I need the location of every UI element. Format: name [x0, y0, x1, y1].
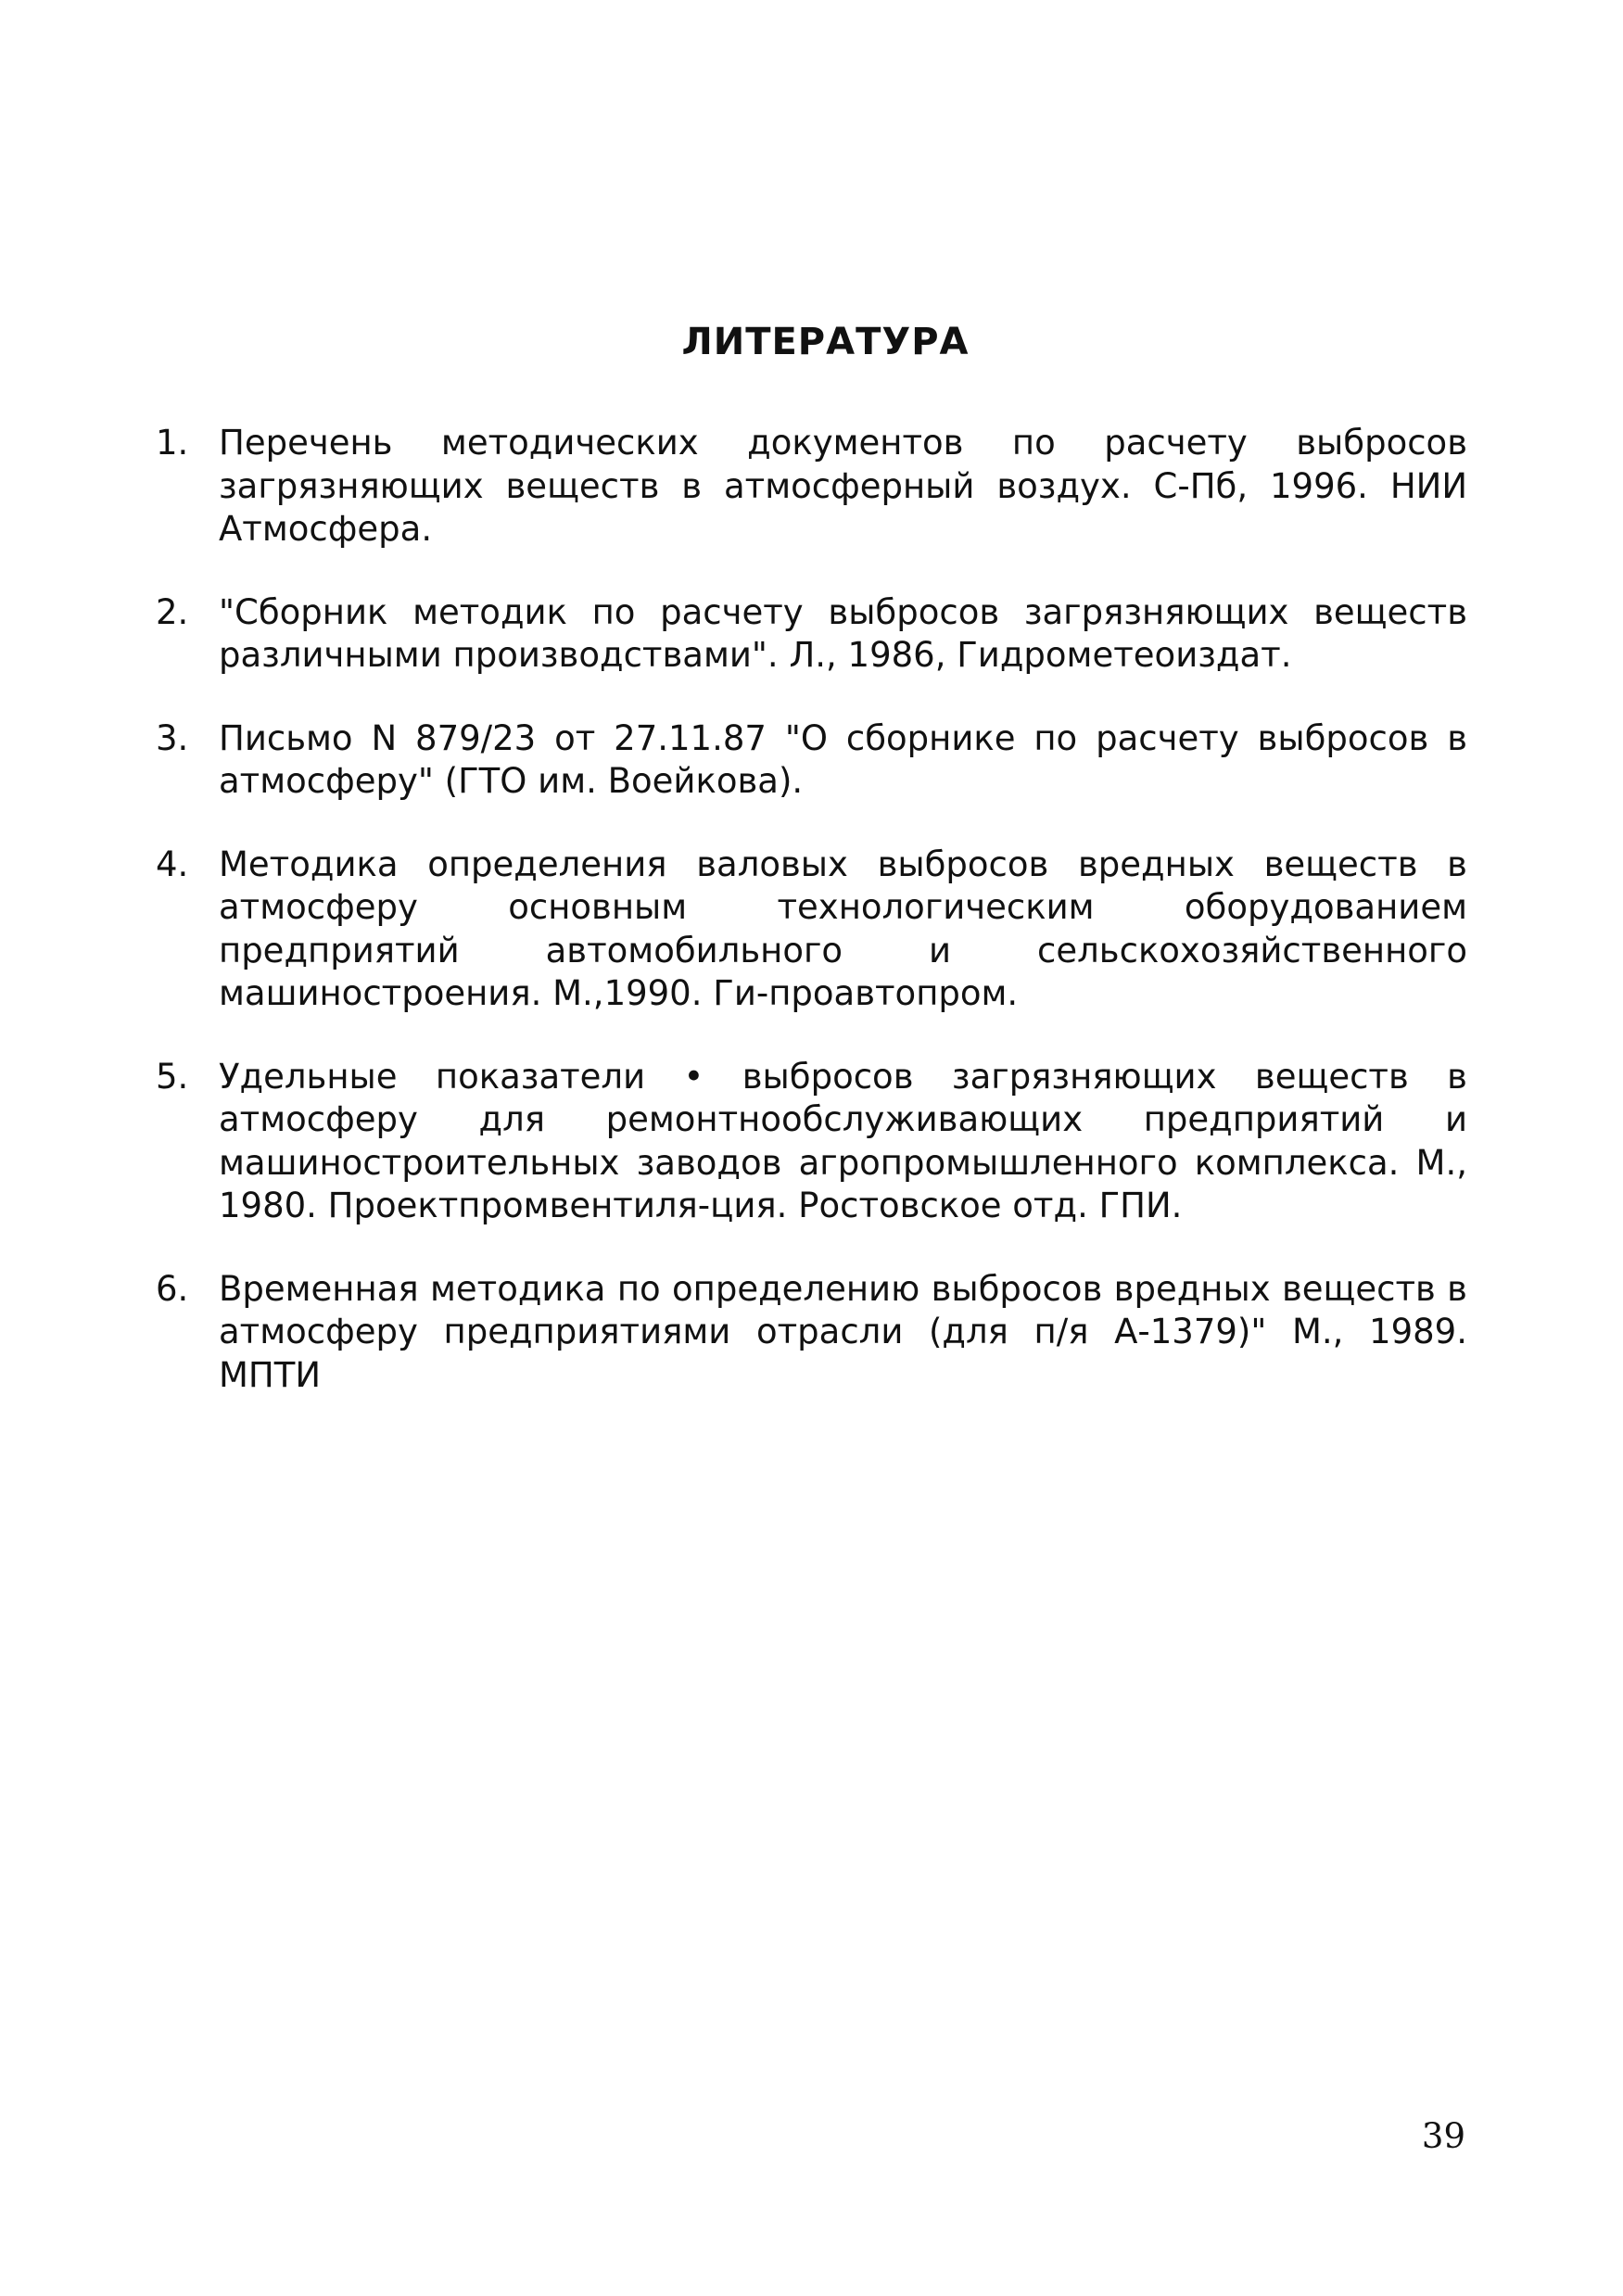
reference-list [156, 422, 1467, 1397]
reference-text: Удельные показатели • выбросов загрязняющих веществ в атмосферу для ремонтнообслуживающих предприятий и машиностроительных заводов агропромышленного комплекса. М., 1980. Проектпромвентиля-ция. Ростовское отд. ГПИ. [219, 1056, 1467, 1225]
reference-text: Временная методика по определению выбросов вредных веществ в атмосферу предприятиями отрасли (для п/я А-1379)" М., 1989. МПТИ [219, 1268, 1467, 1395]
reference-item [156, 422, 1467, 552]
reference-item [156, 1268, 1467, 1398]
page-title: ЛИТЕРАТУРА [681, 321, 970, 363]
reference-item [156, 844, 1467, 1016]
reference-text: Письмо N 879/23 от 27.11.87 "О сборнике по расчету выбросов в атмосферу" (ГТО им. Воейкова). [219, 717, 1467, 801]
reference-number: 2. [156, 591, 189, 632]
reference-item [156, 717, 1467, 804]
reference-text: Перечень методических документов по расчету выбросов загрязняющих веществ в атмосферный воздух. С-Пб, 1996. НИИ Атмосфера. [219, 423, 1467, 549]
reference-number: 3. [156, 717, 189, 758]
reference-number: 5. [156, 1056, 189, 1097]
reference-item [156, 591, 1467, 678]
reference-text: "Сборник методик по расчету выбросов загрязняющих веществ различными производствами". Л., 1986, Гидрометеоиздат. [219, 591, 1467, 675]
reference-number: 1. [156, 423, 189, 463]
reference-number: 6. [156, 1268, 189, 1309]
page-number: 39 [1421, 2116, 1465, 2156]
reference-text: Методика определения валовых выбросов вредных веществ в атмосферу основным технологическим оборудованием предприятий автомобильного и сельскохозяйственного машиностроения. М.,1990. Ги-проавтопром. [219, 844, 1467, 1013]
reference-item [156, 1056, 1467, 1228]
reference-number: 4. [156, 844, 189, 884]
